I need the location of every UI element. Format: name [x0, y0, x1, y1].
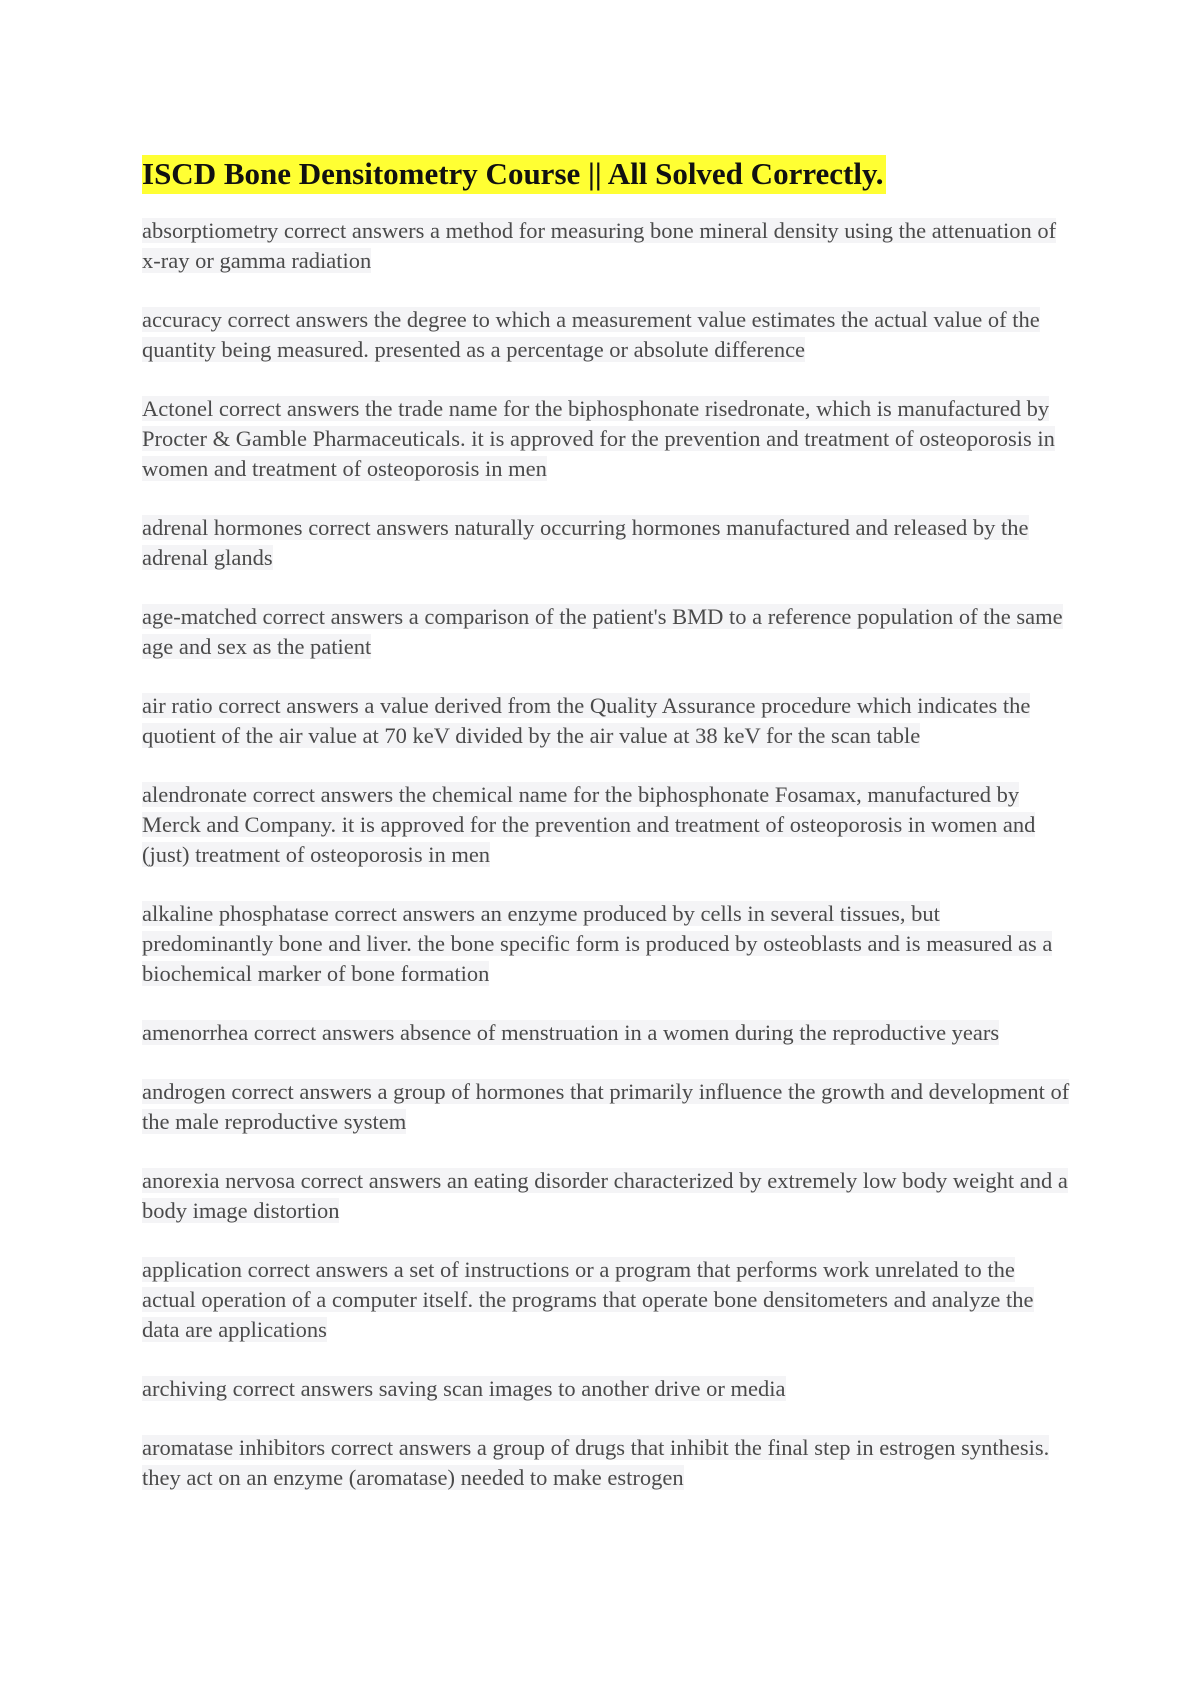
glossary-entry: age-matched correct answers a comparison of the patient's BMD to a reference population of the same age and sex as the patient [142, 604, 1063, 659]
title-highlight: ISCD Bone Densitometry Course || All Solved Correctly. [142, 155, 886, 194]
glossary-entry: absorptiometry correct answers a method for measuring bone mineral density using the attenuation of x-ray or gamma radiation [142, 218, 1057, 273]
glossary-entry: amenorrhea correct answers absence of menstruation in a women during the reproductive years [142, 1020, 1000, 1045]
glossary-list [142, 216, 1080, 1493]
glossary-entry: archiving correct answers saving scan images to another drive or media [142, 1376, 786, 1401]
glossary-entry: androgen correct answers a group of hormones that primarily influence the growth and development of the male reproductive system [142, 1079, 1070, 1134]
glossary-entry: alkaline phosphatase correct answers an enzyme produced by cells in several tissues, but predominantly bone and liver. the bone specific form is produced by osteoblasts and is measured as a biochemical marker of bone formation [142, 901, 1053, 986]
glossary-entry: application correct answers a set of instructions or a program that performs work unrelated to the actual operation of a computer itself. the programs that operate bone densitometers and analyze the data are applications [142, 1257, 1034, 1342]
glossary-entry: adrenal hormones correct answers naturally occurring hormones manufactured and released by the adrenal glands [142, 515, 1029, 570]
document-title [142, 152, 1080, 196]
glossary-entry: Actonel correct answers the trade name for the biphosphonate risedronate, which is manufactured by Procter & Gamble Pharmaceuticals. it is approved for the prevention and treatment of osteoporosis in women and treatment of osteoporosis in men [142, 396, 1055, 481]
glossary-entry: accuracy correct answers the degree to which a measurement value estimates the actual value of the quantity being measured. presented as a percentage or absolute difference [142, 307, 1040, 362]
glossary-entry: aromatase inhibitors correct answers a group of drugs that inhibit the final step in estrogen synthesis. they act on an enzyme (aromatase) needed to make estrogen [142, 1435, 1050, 1490]
glossary-entry: alendronate correct answers the chemical name for the biphosphonate Fosamax, manufactured by Merck and Company. it is approved for the prevention and treatment of osteoporosis in women and (just) treatment of osteoporosis in men [142, 782, 1036, 867]
glossary-entry: anorexia nervosa correct answers an eating disorder characterized by extremely low body weight and a body image distortion [142, 1168, 1068, 1223]
glossary-entry: air ratio correct answers a value derived from the Quality Assurance procedure which indicates the quotient of the air value at 70 keV divided by the air value at 38 keV for the scan table [142, 693, 1031, 748]
